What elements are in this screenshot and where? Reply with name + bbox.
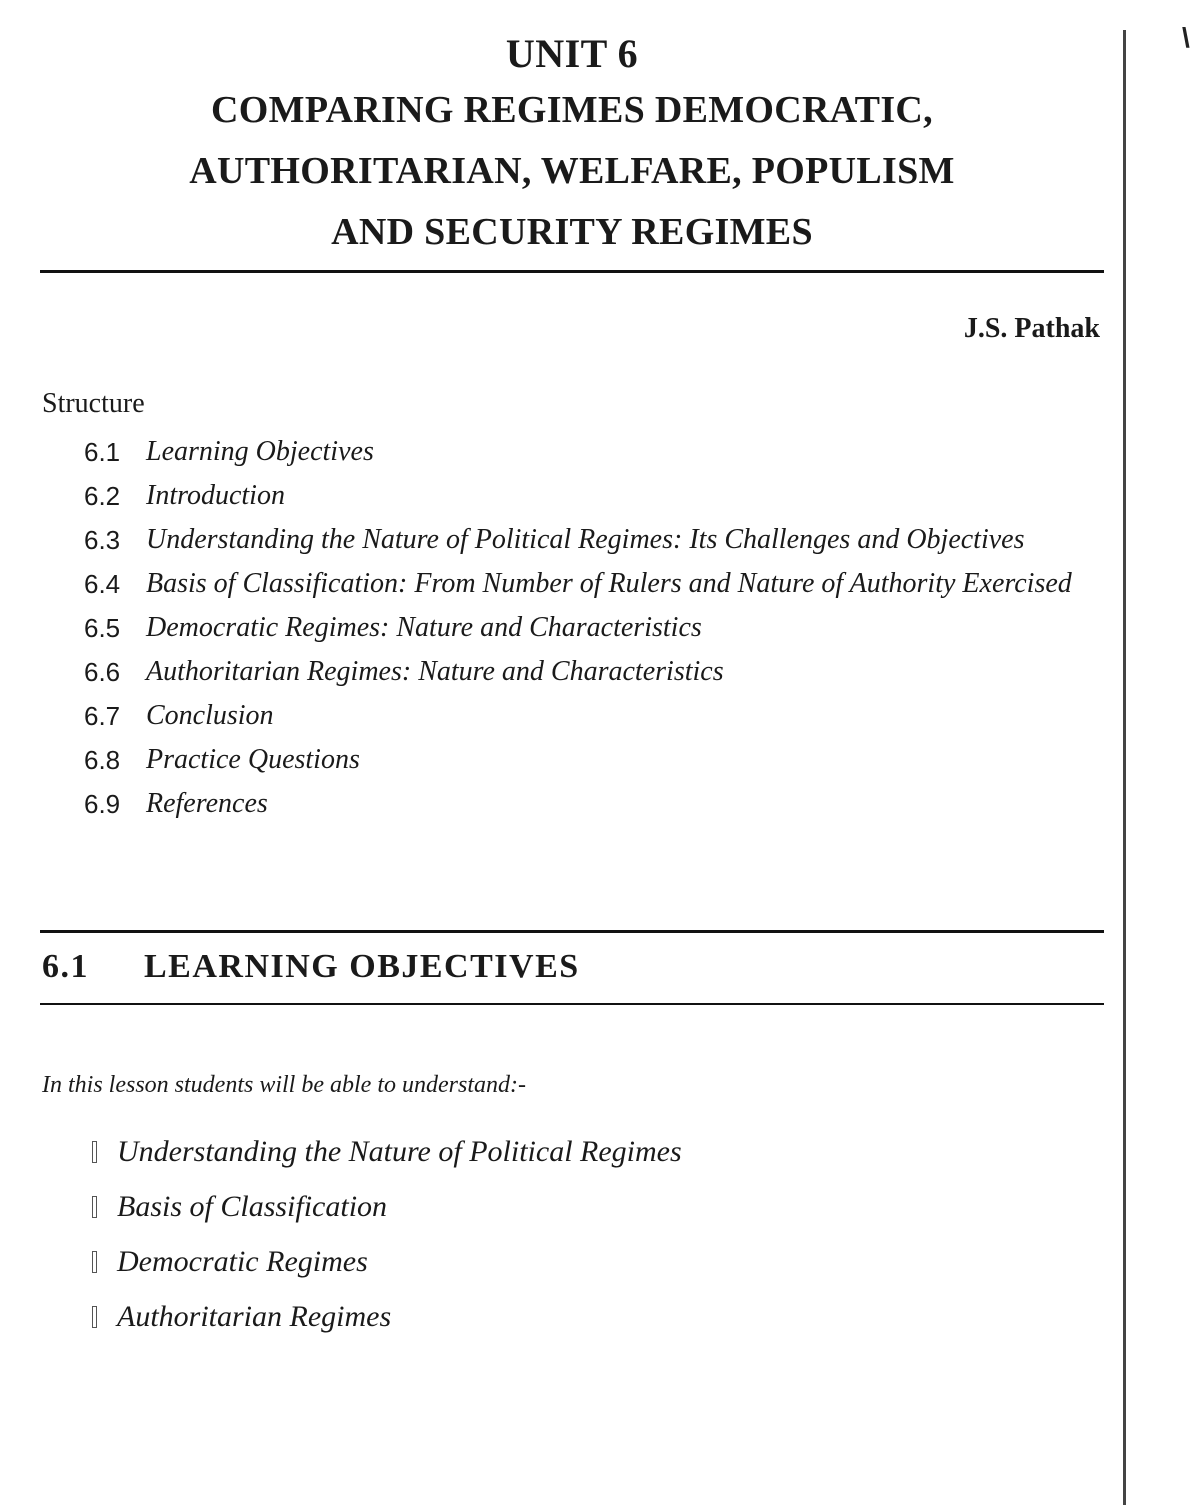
bullet-icon (92, 1141, 97, 1163)
structure-item-text: Authoritarian Regimes: Nature and Characteristics (146, 656, 724, 687)
title-divider (40, 270, 1104, 273)
structure-item-number: 6.7 (84, 701, 121, 731)
objective-text: Democratic Regimes (117, 1244, 368, 1278)
structure-item-text: Democratic Regimes: Nature and Characteristics (146, 612, 702, 643)
structure-item-number: 6.1 (84, 437, 121, 467)
section-title: LEARNING OBJECTIVES (144, 948, 580, 985)
structure-item-text: Conclusion (146, 700, 274, 731)
structure-item-number: 6.3 (84, 525, 121, 555)
objectives-list (92, 1124, 682, 1344)
unit-label: UNIT 6 (505, 31, 639, 76)
bullet-icon (92, 1196, 97, 1218)
structure-item (84, 474, 1144, 518)
structure-item-number: 6.8 (84, 745, 121, 775)
structure-item (84, 562, 1144, 606)
unit-title-line-1: COMPARING REGIMES DEMOCRATIC, (211, 89, 933, 131)
bullet-icon (92, 1306, 97, 1328)
intro-paragraph: In this lesson students will be able to understand:- (42, 1072, 526, 1098)
unit-title-block (40, 28, 1104, 263)
structure-item (84, 694, 1144, 738)
structure-item-number: 6.4 (84, 569, 121, 599)
structure-item (84, 518, 1144, 562)
structure-item-number: 6.6 (84, 657, 121, 687)
objective-text: Basis of Classification (117, 1189, 388, 1223)
structure-item (84, 606, 1144, 650)
unit-title-line-3: AND SECURITY REGIMES (331, 211, 813, 253)
structure-item-number: 6.9 (84, 789, 121, 819)
structure-item (84, 782, 1144, 826)
bullet-icon (92, 1251, 97, 1273)
structure-item-text: Understanding the Nature of Political Regimes: Its Challenges and Objectives (146, 524, 1025, 555)
corner-mark: \ (1182, 22, 1190, 53)
section-heading (42, 948, 580, 986)
structure-list (84, 430, 1144, 826)
objective-item (92, 1234, 682, 1289)
structure-label: Structure (42, 388, 145, 419)
structure-item-text: References (146, 788, 268, 819)
structure-item (84, 430, 1144, 474)
objective-text: Understanding the Nature of Political Regimes (117, 1134, 682, 1168)
structure-item (84, 738, 1144, 782)
objective-item (92, 1289, 682, 1344)
section-divider-bottom (40, 1003, 1104, 1005)
unit-title-line-2: AUTHORITARIAN, WELFARE, POPULISM (189, 150, 955, 192)
objective-item (92, 1179, 682, 1234)
section-number: 6.1 (42, 948, 89, 985)
structure-item-number: 6.5 (84, 613, 121, 643)
objective-item (92, 1124, 682, 1179)
structure-item-text: Practice Questions (146, 744, 360, 775)
structure-item-text: Learning Objectives (146, 436, 374, 467)
section-divider-top (40, 930, 1104, 933)
structure-item-text: Introduction (146, 480, 285, 511)
objective-text: Authoritarian Regimes (117, 1299, 392, 1333)
structure-item (84, 650, 1144, 694)
structure-item-number: 6.2 (84, 481, 121, 511)
structure-item-text: Basis of Classification: From Number of Rulers and Nature of Authority Exercised (146, 568, 1072, 599)
author-name: J.S. Pathak (963, 313, 1100, 344)
